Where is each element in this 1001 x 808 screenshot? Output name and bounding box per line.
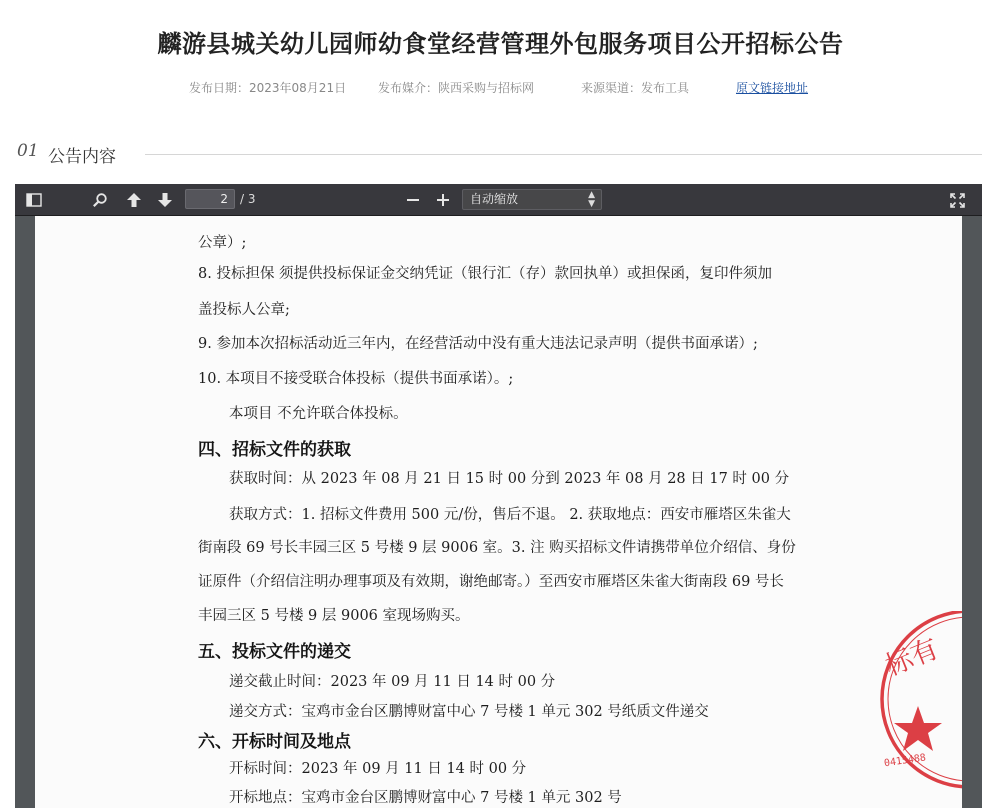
doc-line: 本项目 不允许联合体投标。 xyxy=(229,406,408,422)
doc-line: 递交方式：宝鸡市金台区鹏博财富中心 7 号楼 1 单元 302 号纸质文件递交 xyxy=(229,704,709,720)
zoom-in-icon[interactable] xyxy=(434,191,452,209)
doc-line: 获取方式：1. 招标文件费用 500 元/份，售后不退。 2. 获取地点：西安市雁塔区朱雀大 xyxy=(229,507,791,523)
pdf-viewer[interactable] xyxy=(15,184,982,808)
search-icon[interactable] xyxy=(91,191,109,209)
source-channel: 来源渠道：发布工具 xyxy=(581,81,690,95)
company-seal-stamp xyxy=(878,611,962,808)
page-title: 麟游县城关幼儿园师幼食堂经营管理外包服务项目公开招标公告 xyxy=(157,30,844,58)
doc-line: 开标时间：2023 年 09 月 11 日 14 时 00 分 xyxy=(229,761,527,777)
doc-line: 盖投标人公章; xyxy=(198,302,290,318)
publish-media: 发布媒介：陕西采购与招标网 xyxy=(378,81,535,95)
doc-line: 证原件（介绍信注明办理事项及有效期，谢绝邮寄。）至西安市雁塔区朱雀大街南段 69 号长 xyxy=(198,574,784,590)
page-count: / 3 xyxy=(240,192,256,206)
doc-heading: 四、招标文件的获取 xyxy=(198,440,351,460)
doc-line: 8. 投标担保 须提供投标保证金交纳凭证（银行汇（存）款回执单）或担保函，复印件须加 xyxy=(198,266,773,282)
doc-line: 街南段 69 号长丰园三区 5 号楼 9 层 9006 室。3. 注 购买招标文件请携带单位介绍信、身份 xyxy=(198,540,796,556)
doc-line: 丰园三区 5 号楼 9 层 9006 室现场购买。 xyxy=(198,608,470,624)
sidebar-toggle-icon[interactable] xyxy=(25,191,43,209)
doc-heading: 六、开标时间及地点 xyxy=(198,732,351,752)
previous-page-icon[interactable] xyxy=(125,191,143,209)
select-arrows-icon: ▲ ▼ xyxy=(588,190,595,209)
section-title: 公告内容 xyxy=(48,147,116,167)
doc-heading: 五、投标文件的递交 xyxy=(198,642,351,662)
publish-date: 发布日期：2023年08月21日 xyxy=(189,81,347,95)
pdf-page xyxy=(35,216,962,808)
announcement-meta xyxy=(0,79,1001,97)
zoom-select[interactable] xyxy=(462,189,602,210)
doc-line: 公章）; xyxy=(198,235,247,251)
section-number: 01 xyxy=(17,141,39,161)
zoom-out-icon[interactable] xyxy=(404,191,422,209)
doc-line: 开标地点：宝鸡市金台区鹏博财富中心 7 号楼 1 单元 302 号 xyxy=(229,790,622,806)
doc-line: 获取时间：从 2023 年 08 月 21 日 15 时 00 分到 2023 年 08 月 28 日 17 时 00 分 xyxy=(229,471,790,487)
doc-line: 9. 参加本次招标活动近三年内，在经营活动中没有重大违法记录声明（提供书面承诺）; xyxy=(198,336,758,352)
zoom-select-value: 自动缩放 xyxy=(470,192,519,206)
section-divider xyxy=(145,154,982,155)
fullscreen-icon[interactable] xyxy=(948,191,966,209)
doc-line: 10. 本项目不接受联合体投标（提供书面承诺）。; xyxy=(198,371,514,387)
next-page-icon[interactable] xyxy=(156,191,174,209)
svg-text:0415488: 0415488 xyxy=(883,752,927,770)
svg-text:标有: 标有 xyxy=(881,633,943,683)
original-link[interactable]: 原文链接地址 xyxy=(736,81,809,95)
pdf-toolbar xyxy=(15,184,982,216)
page-number-input[interactable]: 2 xyxy=(185,189,235,209)
doc-line: 递交截止时间：2023 年 09 月 11 日 14 时 00 分 xyxy=(229,674,556,690)
